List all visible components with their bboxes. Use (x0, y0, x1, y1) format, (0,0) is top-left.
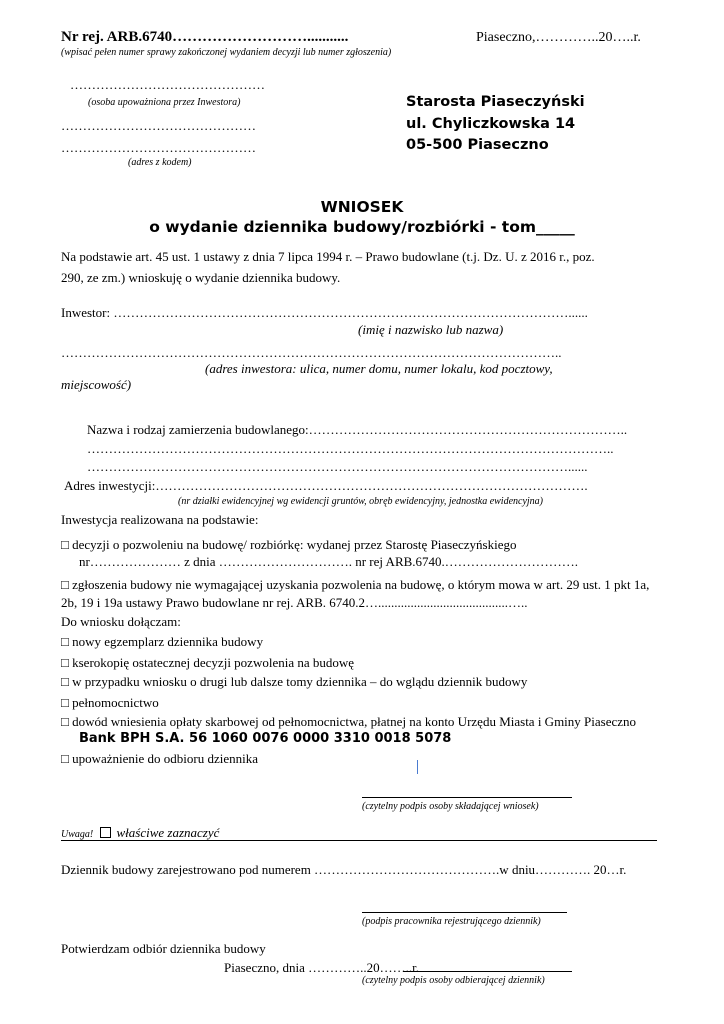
receiver-signature-note: (czytelny podpis osoby odbierającej dziennik) (362, 975, 545, 986)
investor-address-note-cont: miejscowość) (61, 377, 132, 392)
investment-address-field[interactable]: Adres inwestycji:………………………………………………………………………………………. (64, 478, 588, 493)
checkbox-icon[interactable]: □ (61, 714, 69, 729)
basis-notice-line-1[interactable] (61, 577, 649, 593)
document-subtitle: o wydanie dziennika budowy/rozbiórki - tom_____ (149, 218, 575, 236)
attachments-label: Do wniosku dołączam: (61, 614, 181, 629)
receipt-label: Potwierdzam odbiór dziennika budowy (61, 941, 266, 956)
remark-text: właściwe zaznaczyć (116, 825, 220, 840)
address-note: (adres z kodem) (128, 157, 192, 168)
registration-number: Nr rej. ARB.6740………………………........... (61, 29, 349, 45)
attachment-item[interactable] (61, 714, 636, 730)
receiver-signature-line[interactable] (403, 971, 572, 972)
investor-address-field[interactable]: …………………………………………………………………………………………………….. (61, 345, 562, 360)
sender-dots-1: ……………………………………… (70, 77, 265, 92)
remark (61, 825, 219, 841)
registration-line[interactable]: Dziennik budowy zarejestrowano pod numerem …………………………………….w dniu…………. 20…r. (61, 862, 627, 877)
recipient-line-3: 05-500 Piaseczno (406, 137, 549, 153)
checkbox-icon[interactable]: □ (61, 634, 69, 649)
attachment-label: pełnomocnictwo (72, 695, 159, 710)
checkbox-icon[interactable]: □ (61, 695, 69, 710)
project-dots-1[interactable]: ………………………………………………………………………………………………………….. (87, 441, 614, 456)
attachment-label: w przypadku wniosku o drugi lub dalsze tomy dziennika – do wglądu dziennik budowy (72, 674, 528, 689)
basis-label: Inwestycja realizowana na podstawie: (61, 512, 259, 527)
text-cursor (417, 760, 418, 774)
registrar-signature-line[interactable] (362, 912, 567, 913)
authorized-person-note: (osoba upoważniona przez Inwestora) (88, 97, 241, 108)
attachment-label: kserokopię ostatecznej decyzji pozwolenia na budowę (72, 655, 355, 670)
project-dots-2[interactable]: …………………………………………………………………………………………………...... (87, 459, 588, 474)
sender-dots-2: ……………………………………… (61, 118, 256, 133)
attachment-label: dowód wniesienia opłaty skarbowej od pełnomocnictwa, płatnej na konto Urzędu Miasta i Gminy Piaseczno (72, 714, 637, 729)
checkbox-icon[interactable]: □ (61, 655, 69, 670)
investor-address-note: (adres inwestora: ulica, numer domu, numer lokalu, kod pocztowy, (205, 361, 553, 376)
investor-name-note: (imię i nazwisko lub nazwa) (358, 322, 504, 337)
intro-line-2: 290, ze zm.) wnioskuję o wydanie dziennika budowy. (61, 270, 341, 285)
recipient-line-1: Starosta Piaseczyński (406, 94, 585, 110)
notice-option: zgłoszenia budowy nie wymagającej uzyskania pozwolenia na budowę, o którym mowa w art. 29 ust. 1 pkt 1a, (72, 577, 650, 592)
registrar-signature-note: (podpis pracownika rejestrującego dziennik) (362, 916, 541, 927)
checkbox-icon (100, 827, 111, 838)
attachment-item[interactable] (61, 634, 263, 650)
decision-checkbox[interactable]: □ (61, 537, 69, 552)
investor-field[interactable]: Inwestor: ……………………………………………………………………………………………...... (61, 305, 588, 320)
attachment-label: nowy egzemplarz dziennika budowy (72, 634, 264, 649)
basis-decision-line-2[interactable]: nr………………… z dnia …………………………. nr rej ARB.6740.…………………………. (79, 554, 579, 569)
recipient-line-2: ul. Chyliczkowska 14 (406, 116, 576, 132)
document-title: WNIOSEK (320, 198, 404, 216)
notice-checkbox[interactable]: □ (61, 577, 69, 592)
basis-notice-line-2[interactable]: 2b, 19 i 19a ustawy Prawo budowlane nr rej. ARB. 6740.2…........................................….. (61, 595, 528, 610)
receipt-date-line[interactable]: Piaseczno, dnia …………..20……..r. (224, 960, 419, 975)
bank-account: Bank BPH S.A. 56 1060 0076 0000 3310 0018 5078 (79, 731, 452, 746)
project-name-field[interactable]: Nazwa i rodzaj zamierzenia budowlanego:……………………………………………………………….. (87, 422, 628, 437)
attachment-item[interactable] (61, 751, 258, 767)
checkbox-icon[interactable]: □ (61, 751, 69, 766)
attachment-label: upoważnienie do odbioru dziennika (72, 751, 259, 766)
attachment-item[interactable] (61, 655, 354, 671)
place-date: Piaseczno,…………..20…..r. (476, 30, 641, 45)
basis-decision-line-1[interactable] (61, 537, 517, 553)
attachment-item[interactable] (61, 674, 527, 690)
registration-note: (wpisać pełen numer sprawy zakończonej wydaniem decyzji lub numer zgłoszenia) (61, 47, 392, 58)
decision-option: decyzji o pozwoleniu na budowę/ rozbiórkę: wydanej przez Starostę Piaseczyńskiego (72, 537, 517, 552)
investment-address-note: (nr działki ewidencyjnej wg ewidencji gruntów, obręb ewidencyjny, jednostka ewidencyjna) (178, 496, 544, 507)
remark-prefix: Uwaga! (61, 829, 94, 840)
attachment-item[interactable] (61, 695, 159, 711)
applicant-signature-note: (czytelny podpis osoby składającej wniosek) (362, 801, 539, 812)
applicant-signature-line[interactable] (362, 797, 572, 798)
checkbox-icon[interactable]: □ (61, 674, 69, 689)
intro-line-1: Na podstawie art. 45 ust. 1 ustawy z dnia 7 lipca 1994 r. – Prawo budowlane (t.j. Dz. U. z 2016 r., poz. (61, 249, 595, 264)
section-divider (61, 840, 657, 841)
sender-dots-3: ……………………………………… (61, 140, 256, 155)
